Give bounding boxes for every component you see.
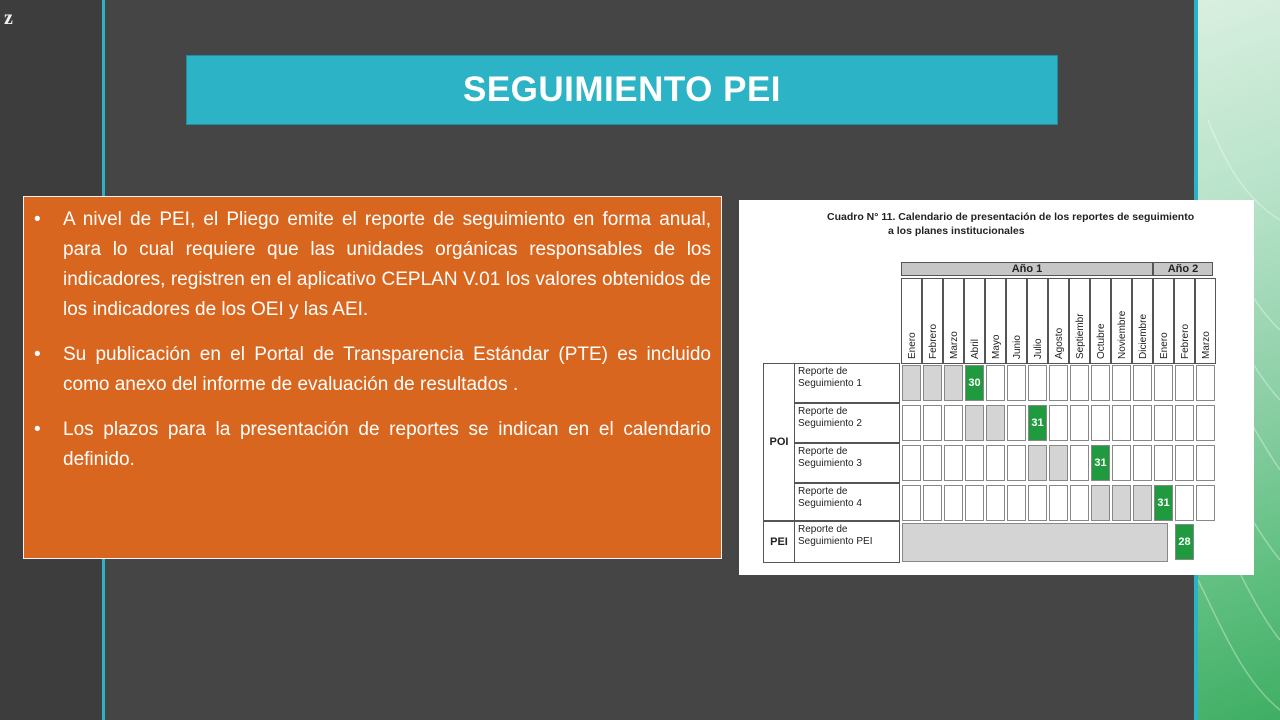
period-cell [1112,485,1131,521]
period-cell [1091,485,1110,521]
empty-cell [1091,405,1110,441]
empty-cell [944,485,963,521]
empty-cell [902,405,921,441]
period-cell [986,405,1005,441]
month-header [985,278,1006,364]
empty-cell [1112,405,1131,441]
empty-cell [1091,365,1110,401]
empty-cell [944,445,963,481]
period-cell [1049,445,1068,481]
month-label: Enero [1159,332,1170,359]
empty-cell [944,405,963,441]
month-label: Julio [1033,338,1044,359]
empty-cell [1007,405,1026,441]
month-label: Septiembr [1075,313,1086,359]
row-label [794,403,900,443]
empty-cell [1070,485,1089,521]
month-label: Octubre [1096,323,1107,359]
empty-cell [1112,365,1131,401]
deadline-cell: 31 [1091,445,1110,481]
month-header [943,278,964,364]
empty-cell [1070,405,1089,441]
empty-cell [1070,445,1089,481]
empty-cell [1175,365,1194,401]
empty-cell [923,405,942,441]
bullet-dot: • [34,209,41,230]
bullet-text-box [23,196,722,559]
row-label-line1: Reporte de [798,366,848,377]
empty-cell [986,485,1005,521]
row-label [794,521,900,563]
empty-cell [1154,365,1173,401]
month-label: Marzo [949,331,960,359]
bullet-text: A nivel de PEI, el Pliego emite el reporte de seguimiento en forma anual, para lo cual requiere que las unidades orgánicas responsables de los indicadores, registren en el aplicativo CEPLAN V.01 los valores obtenidos de los indicadores de los OEI y las AEI. [63,209,711,320]
page-title: SEGUIMIENTO PEI [462,70,782,109]
month-label: Junio [1012,335,1023,359]
empty-cell [1049,365,1068,401]
month-label: Mayo [991,334,1002,359]
row-label-line2: Seguimiento 3 [798,458,862,469]
row-label-line1: Reporte de [798,446,848,457]
period-cell [944,365,963,401]
z-logo: z [4,7,13,29]
period-cell [902,365,921,401]
empty-cell [1196,365,1215,401]
period-cell [923,365,942,401]
month-header [1090,278,1111,364]
period-cell [1133,485,1152,521]
month-header [1069,278,1090,364]
empty-cell [1154,445,1173,481]
month-header [1132,278,1153,364]
period-cell [965,405,984,441]
empty-cell [1175,445,1194,481]
month-label: Febrero [928,323,939,359]
row-label-line1: Reporte de [798,486,848,497]
empty-cell [1049,405,1068,441]
month-label: Diciembre [1138,313,1149,359]
empty-cell [902,485,921,521]
bullet-text: Los plazos para la presentación de reportes se indican en el calendario definido. [63,419,711,470]
empty-cell [986,445,1005,481]
empty-cell [902,445,921,481]
empty-cell [965,485,984,521]
deadline-cell: 30 [965,365,984,401]
month-label: Febrero [1180,323,1191,359]
month-header [1048,278,1069,364]
empty-cell [1112,445,1131,481]
month-header [1174,278,1195,364]
group-pei: PEI [763,521,795,563]
group-poi: POI [763,363,795,521]
row-label-line2: Seguimiento 4 [798,498,862,509]
row-label [794,363,900,403]
month-label: Noviembre [1117,310,1128,359]
bullet-item [34,205,711,325]
month-header [1195,278,1216,364]
period-cell [1028,445,1047,481]
row-label-line2: Seguimiento PEI [798,536,873,547]
empty-cell [923,445,942,481]
empty-cell [1007,485,1026,521]
month-header [922,278,943,364]
year2-header: Año 2 [1153,262,1213,276]
month-header [1153,278,1174,364]
row-label-line1: Reporte de [798,406,848,417]
month-header [1006,278,1027,364]
pei-gray-bar [902,523,1168,562]
empty-cell [923,485,942,521]
row-label-line2: Seguimiento 1 [798,378,862,389]
month-label: Enero [907,332,918,359]
bullet-text: Su publicación en el Portal de Transparencia Estándar (PTE) es incluido como anexo del informe de evaluación de resultados . [63,344,711,395]
bullet-item [34,340,711,400]
bullet-dot: • [34,344,41,365]
empty-cell [1175,485,1194,521]
empty-cell [986,365,1005,401]
empty-cell [1133,365,1152,401]
month-header [1027,278,1048,364]
empty-cell [965,445,984,481]
calendar-title-line2: a los planes institucionales [888,225,1025,237]
month-label: Abril [970,338,981,359]
month-header [901,278,922,364]
empty-cell [1007,445,1026,481]
empty-cell [1028,485,1047,521]
row-label [794,483,900,521]
empty-cell [1070,365,1089,401]
deadline-cell: 31 [1028,405,1047,441]
empty-cell [1175,405,1194,441]
month-label: Agosto [1054,327,1065,359]
deadline-cell: 28 [1175,524,1194,560]
empty-cell [1196,485,1215,521]
empty-cell [1154,405,1173,441]
empty-cell [1196,445,1215,481]
month-label: Marzo [1201,331,1212,359]
row-label-line1: Reporte de [798,524,848,535]
bullet-dot: • [34,419,41,440]
month-header [964,278,985,364]
empty-cell [1196,405,1215,441]
empty-cell [1049,485,1068,521]
row-label-line2: Seguimiento 2 [798,418,862,429]
year1-header: Año 1 [901,262,1153,276]
empty-cell [1133,405,1152,441]
title-banner [186,55,1058,125]
empty-cell [1133,445,1152,481]
calendar-image [739,200,1254,575]
calendar-title-line1: Cuadro N° 11. Calendario de presentación de los reportes de seguimiento [827,211,1195,223]
empty-cell [1028,365,1047,401]
calendar-title [827,210,1207,238]
row-label [794,443,900,483]
empty-cell [1007,365,1026,401]
month-header [1111,278,1132,364]
deadline-cell: 31 [1154,485,1173,521]
bullet-item [34,415,711,475]
